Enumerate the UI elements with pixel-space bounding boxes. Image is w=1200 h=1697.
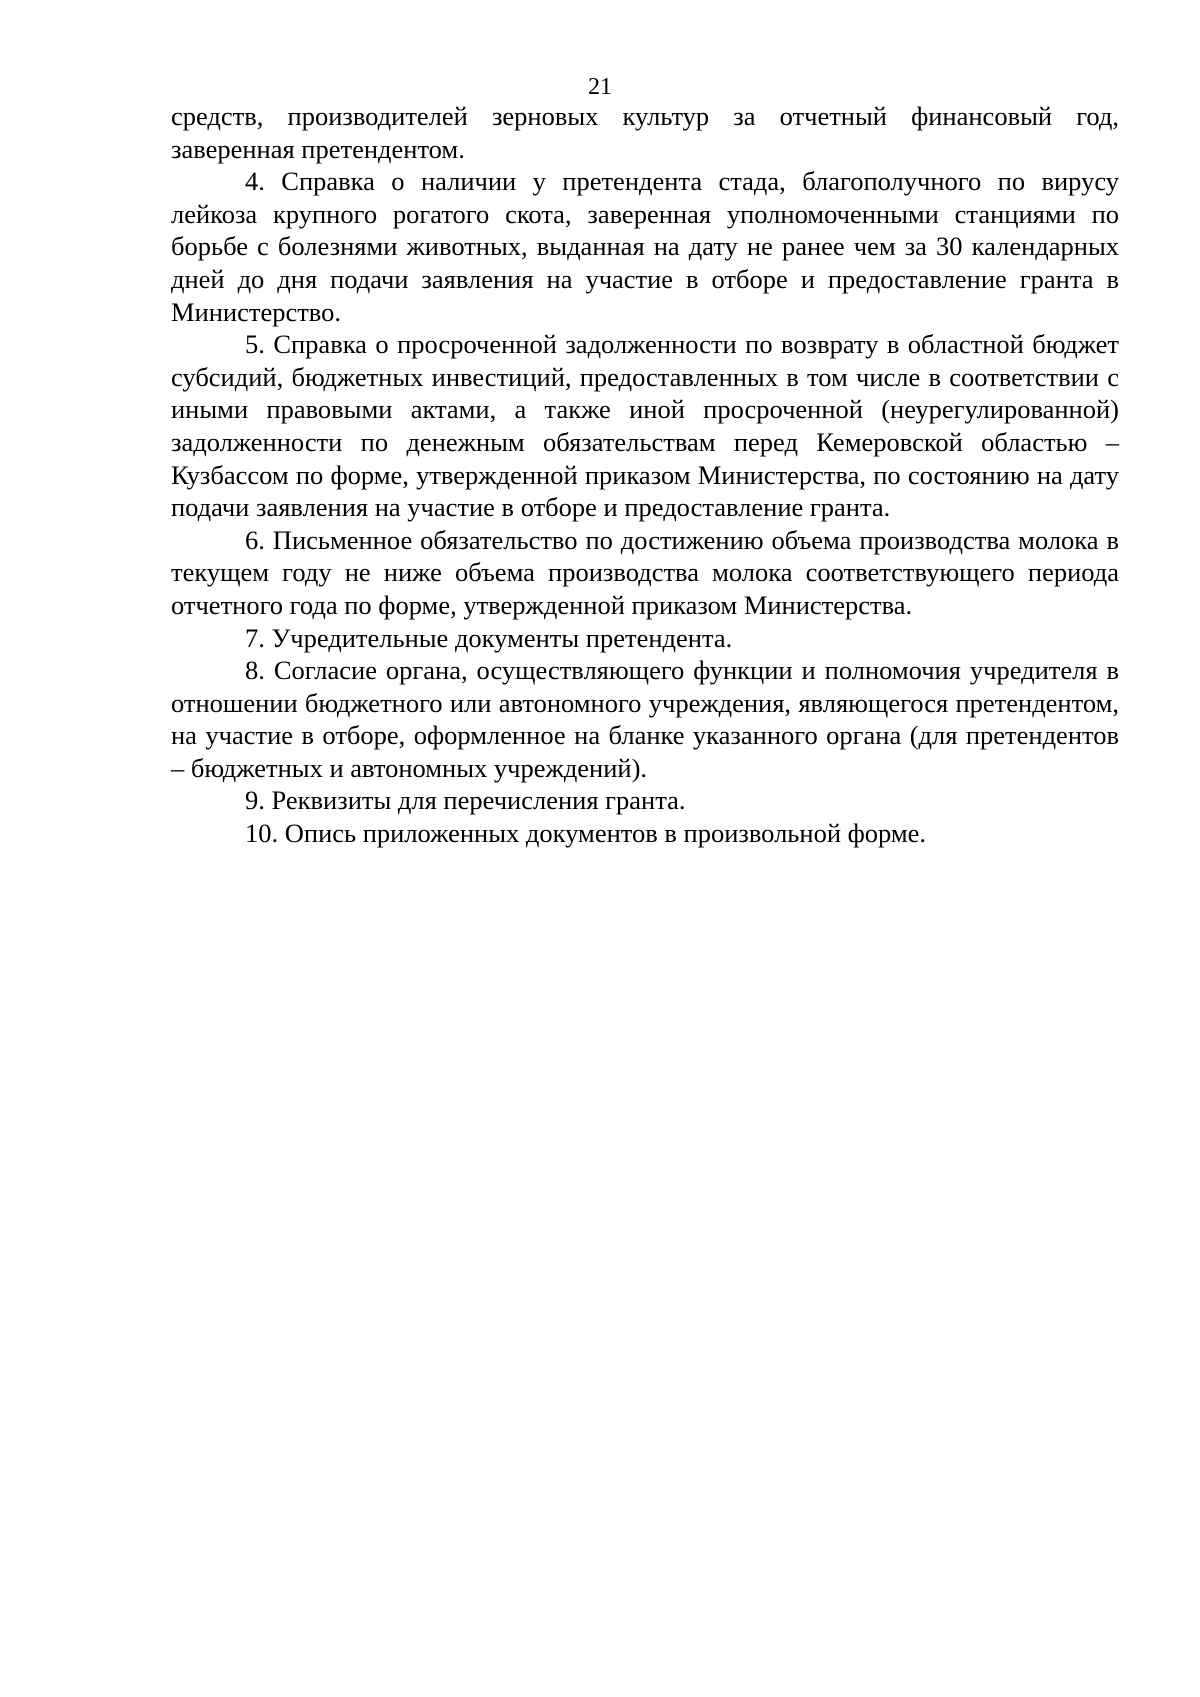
paragraph-item-5: 5. Справка о просроченной задолженности по возврату в областной бюджет субсидий, бюджетных инвестиций, предоставленных в том числе в соответствии с иными правовыми актами, а также иной просроченной (неурегулированной) задолженности по денежным обязательствам перед Кемеровской областью – Кузбассом по форме, утвержденной приказом Министерства, по состоянию на дату подачи заявления на участие в отборе и предоставление гранта. [171, 329, 1119, 523]
paragraph-item-6: 6. Письменное обязательство по достижению объема производства молока в текущем году не ниже объема производства молока соответствующего периода отчетного года по форме, утвержденной приказом Министерства. [171, 524, 1119, 620]
page-number: 21 [588, 74, 612, 100]
paragraph-item-9: 9. Реквизиты для перечисления гранта. [245, 785, 686, 816]
paragraph-item-8: 8. Согласие органа, осуществляющего функции и полномочия учредителя в отношении бюджетного или автономного учреждения, являющегося претендентом, на участие в отборе, оформленное на бланке указанного органа (для претендентов – бюджетных и автономных учреждений). [171, 655, 1119, 783]
paragraph-item-4: 4. Справка о наличии у претендента стада, благополучного по вирусу лейкоза крупного рогатого скота, заверенная уполномоченными станциями по борьбе с болезнями животных, выданная на дату не ранее чем за 30 календарных дней до дня подачи заявления на участие в отборе и предоставление гранта в Министерство. [171, 166, 1119, 327]
paragraph-item-10: 10. Опись приложенных документов в произвольной форме. [245, 818, 927, 849]
document-body [171, 100, 1119, 850]
paragraph-item-7: 7. Учредительные документы претендента. [245, 622, 733, 653]
paragraph-continuation: средств, производителей зерновых культур за отчетный финансовый год, заверенная претендентом. [171, 101, 1119, 164]
